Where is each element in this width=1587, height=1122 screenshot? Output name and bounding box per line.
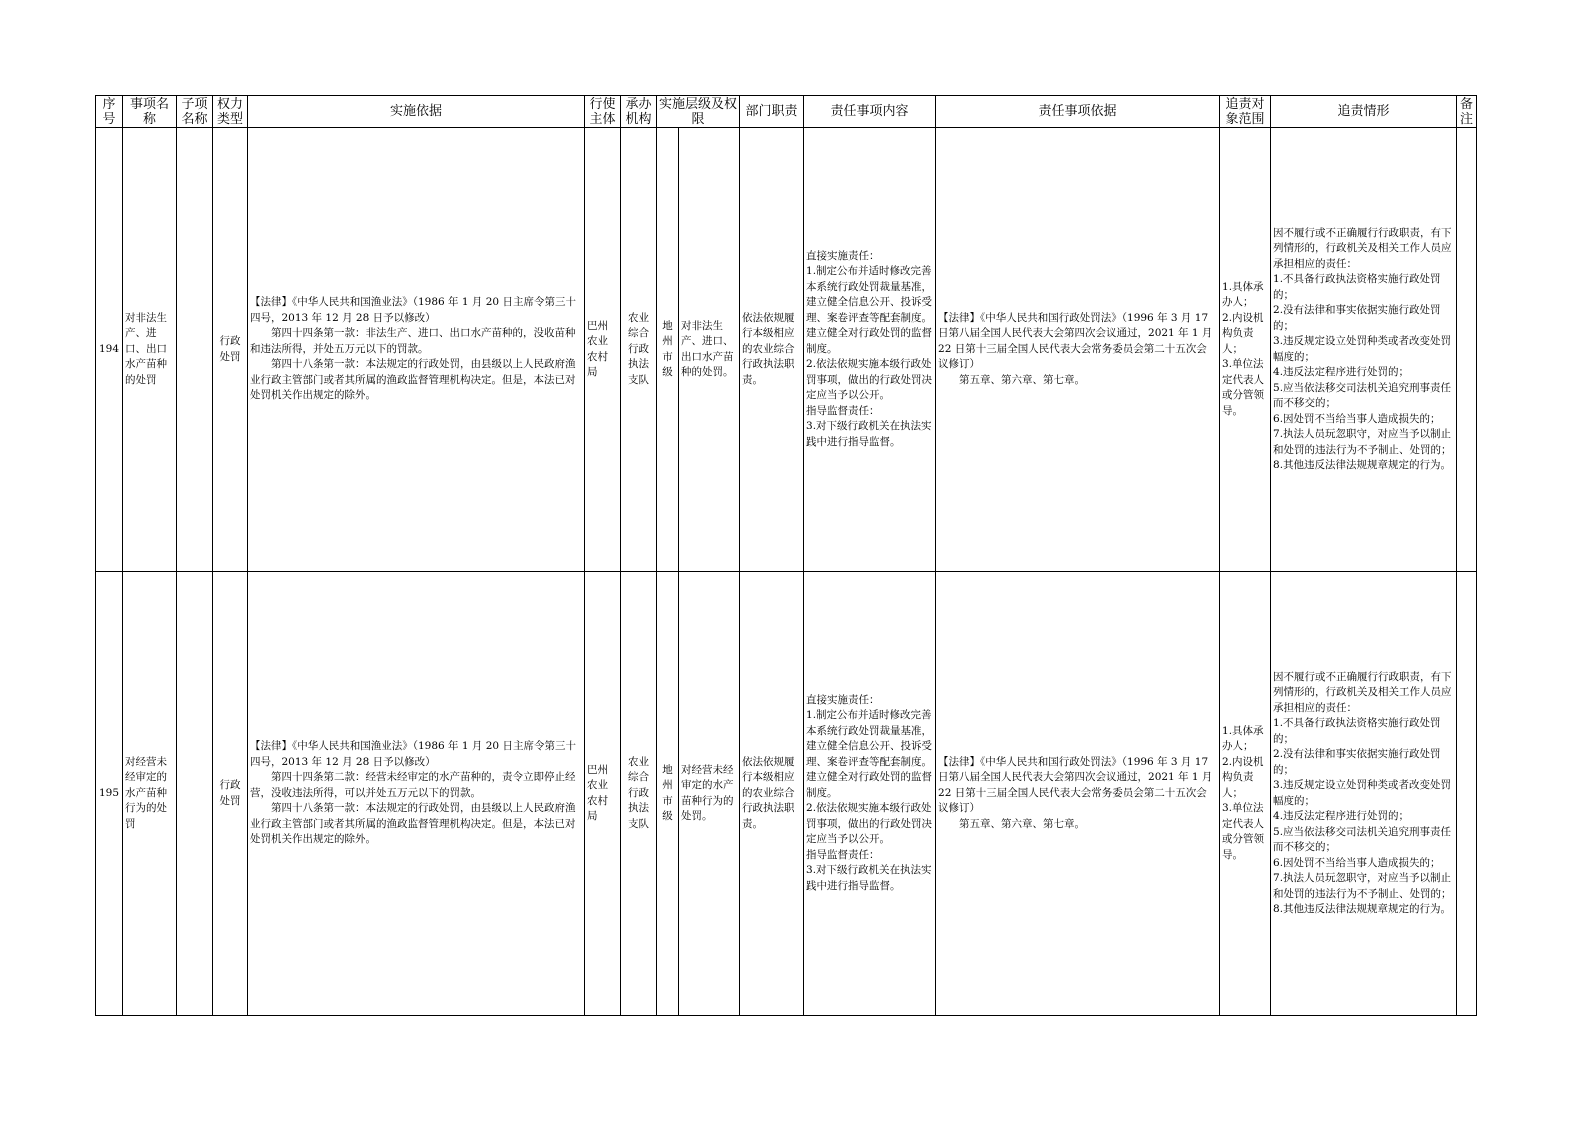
cell-resp-basis xyxy=(936,128,1220,572)
cell-sub-name xyxy=(177,128,213,572)
basis-article-1: 第四十四条第一款：非法生产、进口、出口水产苗种的，没收苗种和违法所得，并处五万元以下的罚款。 xyxy=(250,327,576,355)
cell-agency: 农业综合行政执法支队 xyxy=(621,572,657,1016)
cell-scope: 1.具体承办人； 2.内设机构负责人； 3.单位法定代表人或分管领导。 xyxy=(1220,128,1271,572)
table-row xyxy=(96,128,1477,572)
resp-basis-chapters: 第五章、第六章、第七章。 xyxy=(959,373,1086,386)
cell-level: 地州市级 xyxy=(657,572,679,1016)
header-seq: 序号 xyxy=(96,96,123,128)
table-row xyxy=(96,572,1477,1016)
cell-seq: 195 xyxy=(96,572,123,1016)
cell-remark xyxy=(1457,572,1477,1016)
authority-list-table xyxy=(95,95,1477,1016)
cell-subject: 巴州农业农村局 xyxy=(585,128,621,572)
basis-article-1: 第四十四条第二款：经营未经审定的水产苗种的，责令立即停止经营，没收违法所得，可以并处五万元以下的罚款。 xyxy=(250,771,576,799)
cell-scope: 1.具体承办人； 2.内设机构负责人； 3.单位法定代表人或分管领导。 xyxy=(1220,572,1271,1016)
cell-resp-content: 直接实施责任： 1.制定公布并适时修改完善本系统行政处罚裁量基准，建立健全信息公开、投诉受理、案卷评查等配套制度。建立健全对行政处罚的监督制度。 2.依法依规实施本级行政处罚事项，做出的行政处罚决定应当予以公开。 指导监督责任： 3.对下级行政机关在执法实践中进行指导监督。 xyxy=(804,572,936,1016)
cell-item-name: 对非法生产、进口、出口水产苗种的处罚 xyxy=(123,128,177,572)
basis-article-2: 第四十八条第一款：本法规定的行政处罚，由县级以上人民政府渔业行政主管部门或者其所属的渔政监督管理机构决定。但是，本法已对处罚机关作出规定的除外。 xyxy=(250,358,576,402)
cell-situation: 因不履行或不正确履行行政职责，有下列情形的，行政机关及相关工作人员应承担相应的责任： 1.不具备行政执法资格实施行政处罚的； 2.没有法律和事实依据实施行政处罚的； 3.违反规定设立处罚种类或者改变处罚幅度的； 4.违反法定程序进行处罚的； 5.应当依法移交司法机关追究刑事责任而不移交的； 6.因处罚不当给当事人造成损失的； 7.执法人员玩忽职守，对应当予以制止和处罚的违法行为不予制止、处罚的； 8.其他违反法律法规规章规定的行为。 xyxy=(1271,128,1457,572)
cell-duty: 依法依规履行本级相应的农业综合行政执法职责。 xyxy=(740,572,804,1016)
basis-article-2: 第四十八条第一款：本法规定的行政处罚，由县级以上人民政府渔业行政主管部门或者其所属的渔政监督管理机构决定。但是，本法已对处罚机关作出规定的除外。 xyxy=(250,802,576,846)
header-agency: 承办机构 xyxy=(621,96,657,128)
resp-basis-law: 【法律】《中华人民共和国行政处罚法》（1996 年 3 月 17 日第八届全国人民代表大会第四次会议通过，2021 年 1 月 22 日第十三届全国人民代表大会常务委员会第二十五次会议修订） xyxy=(938,311,1213,371)
header-sub-name: 子项名称 xyxy=(177,96,213,128)
header-situation: 追责情形 xyxy=(1271,96,1457,128)
header-resp-basis: 责任事项依据 xyxy=(936,96,1220,128)
header-resp-content: 责任事项内容 xyxy=(804,96,936,128)
cell-situation: 因不履行或不正确履行行政职责，有下列情形的，行政机关及相关工作人员应承担相应的责任： 1.不具备行政执法资格实施行政处罚的； 2.没有法律和事实依据实施行政处罚的； 3.违反规定设立处罚种类或者改变处罚幅度的； 4.违反法定程序进行处罚的； 5.应当依法移交司法机关追究刑事责任而不移交的； 6.因处罚不当给当事人造成损失的； 7.执法人员玩忽职守，对应当予以制止和处罚的违法行为不予制止、处罚的； 8.其他违反法律法规规章规定的行为。 xyxy=(1271,572,1457,1016)
header-remark: 备注 xyxy=(1457,96,1477,128)
table-header-row xyxy=(96,96,1477,128)
cell-power-type: 行政处罚 xyxy=(213,572,248,1016)
header-level: 实施层级及权限 xyxy=(657,96,740,128)
cell-agency: 农业综合行政执法支队 xyxy=(621,128,657,572)
basis-law-title: 【法律】《中华人民共和国渔业法》（1986 年 1 月 20 日主席令第三十四号，2013 年 12 月 28 日予以修改） xyxy=(250,740,576,768)
cell-level: 地州市级 xyxy=(657,128,679,572)
cell-duty: 依法依规履行本级相应的农业综合行政执法职责。 xyxy=(740,128,804,572)
cell-resp-basis xyxy=(936,572,1220,1016)
header-duty: 部门职责 xyxy=(740,96,804,128)
cell-sub-name xyxy=(177,572,213,1016)
cell-basis xyxy=(248,572,585,1016)
header-basis: 实施依据 xyxy=(248,96,585,128)
cell-basis xyxy=(248,128,585,572)
resp-basis-chapters: 第五章、第六章、第七章。 xyxy=(959,817,1086,830)
header-power-type: 权力类型 xyxy=(213,96,248,128)
cell-authority: 对非法生产、进口、出口水产苗种的处罚。 xyxy=(679,128,740,572)
cell-item-name: 对经营未经审定的水产苗种行为的处罚 xyxy=(123,572,177,1016)
cell-seq: 194 xyxy=(96,128,123,572)
header-scope: 追责对象范围 xyxy=(1220,96,1271,128)
cell-resp-content: 直接实施责任： 1.制定公布并适时修改完善本系统行政处罚裁量基准，建立健全信息公开、投诉受理、案卷评查等配套制度。建立健全对行政处罚的监督制度。 2.依法依规实施本级行政处罚事项，做出的行政处罚决定应当予以公开。 指导监督责任： 3.对下级行政机关在执法实践中进行指导监督。 xyxy=(804,128,936,572)
cell-authority: 对经营未经审定的水产苗种行为的处罚。 xyxy=(679,572,740,1016)
cell-remark xyxy=(1457,128,1477,572)
header-item-name: 事项名称 xyxy=(123,96,177,128)
cell-power-type: 行政处罚 xyxy=(213,128,248,572)
resp-basis-law: 【法律】《中华人民共和国行政处罚法》（1996 年 3 月 17 日第八届全国人民代表大会第四次会议通过，2021 年 1 月 22 日第十三届全国人民代表大会常务委员会第二十五次会议修订） xyxy=(938,755,1213,815)
header-subject: 行使主体 xyxy=(585,96,621,128)
cell-subject: 巴州农业农村局 xyxy=(585,572,621,1016)
basis-law-title: 【法律】《中华人民共和国渔业法》（1986 年 1 月 20 日主席令第三十四号，2013 年 12 月 28 日予以修改） xyxy=(250,296,576,324)
